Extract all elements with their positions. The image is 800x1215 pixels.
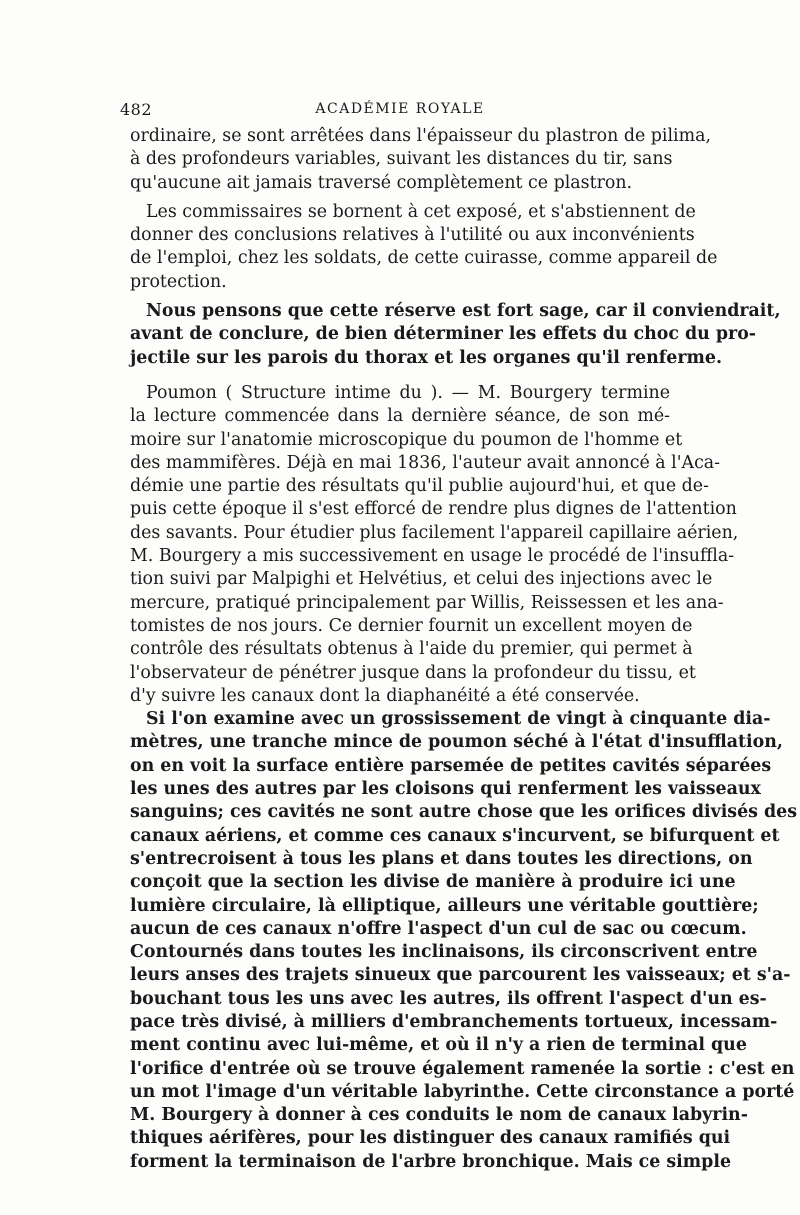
text-line: puis cette époque il s'est efforcé de rendre plus dignes de l'attention: [130, 499, 737, 520]
text-line: leurs anses des trajets sinueux que parcourent les vaisseaux; et s'a-: [130, 965, 791, 986]
text-line: l'observateur de pénétrer jusque dans la profondeur du tissu, et: [130, 662, 696, 683]
text-line: canaux aériens, et comme ces canaux s'incurvent, se bifurquent et: [130, 825, 780, 846]
text-line: contrôle des résultats obtenus à l'aide du premier, qui permet à: [130, 639, 693, 660]
text-line: de l'emploi, chez les soldats, de cette cuirasse, comme appareil de: [130, 248, 718, 269]
page-header: [120, 100, 680, 122]
text-line: tion suivi par Malpighi et Helvétius, et celui des injections avec le: [130, 569, 713, 590]
text-line: sanguins; ces cavités ne sont autre chose que les orifices divisés des: [130, 802, 798, 823]
text-line: Les commissaires se bornent à cet exposé, et s'abstiennent de: [146, 201, 696, 222]
text-line: lumière circulaire, là elliptique, ailleurs une véritable gouttière;: [130, 895, 759, 916]
text-line: qu'aucune ait jamais traversé complètement ce plastron.: [130, 172, 633, 193]
text-line: donner des conclusions relatives à l'utilité ou aux inconvénients: [130, 225, 695, 246]
text-line: démie une partie des résultats qu'il publie aujourd'hui, et que de-: [130, 476, 709, 497]
text-line: jectile sur les parois du thorax et les organes qu'il renferme.: [130, 347, 723, 368]
paragraph-4: [130, 382, 739, 708]
text-line: protection.: [130, 271, 227, 292]
body-text: [130, 125, 798, 1174]
section-heading-line: Poumon ( Structure intime du ). — M. Bourgery termine: [146, 382, 670, 403]
text-line: moire sur l'anatomie microscopique du poumon de l'homme et: [130, 429, 683, 450]
text-line: la lecture commencée dans la dernière séance, de son mé-: [130, 406, 670, 427]
paragraph-3: [130, 300, 781, 370]
paragraph-5: [130, 708, 798, 1174]
text-line: l'orifice d'entrée où se trouve également ramenée la sortie : c'est en: [130, 1058, 795, 1079]
text-line: thiques aérifères, pour les distinguer des canaux ramifiés qui: [130, 1128, 731, 1149]
text-line: à des profondeurs variables, suivant les distances du tir, sans: [130, 149, 673, 170]
paragraph-2: [130, 201, 718, 294]
text-line: forment la terminaison de l'arbre bronchique. Mais ce simple: [130, 1151, 732, 1172]
running-title: ACADÉMIE ROYALE: [315, 101, 485, 117]
text-line: Nous pensons que cette réserve est fort sage, car il conviendrait,: [146, 301, 781, 322]
text-line: mercure, pratiqué principalement par Willis, Reissessen et les ana-: [130, 592, 724, 613]
page-number: 482: [120, 100, 153, 119]
text-line: mètres, une tranche mince de poumon séché à l'état d'insufflation,: [130, 732, 783, 753]
text-line: Si l'on examine avec un grossissement de vingt à cinquante dia-: [146, 709, 771, 730]
text-line: aucun de ces canaux n'offre l'aspect d'un cul de sac ou cœcum.: [130, 918, 747, 939]
text-line: Contournés dans toutes les inclinaisons, ils circonscrivent entre: [130, 942, 758, 963]
text-line: un mot l'image d'un véritable labyrinthe. Cette circonstance a porté: [130, 1081, 795, 1102]
text-line: avant de conclure, de bien déterminer les effets du choc du pro-: [130, 324, 757, 345]
text-line: pace très divisé, à milliers d'embranchements tortueux, incessam-: [130, 1011, 778, 1032]
text-line: M. Bourgery à donner à ces conduits le nom de canaux labyrin-: [130, 1105, 748, 1126]
paragraph-1: [130, 125, 711, 195]
text-line: s'entrecroisent à tous les plans et dans toutes les directions, on: [130, 848, 753, 869]
text-line: les unes des autres par les cloisons qui renferment les vaisseaux: [130, 779, 761, 800]
text-line: des mammifères. Déjà en mai 1836, l'auteur avait annoncé à l'Aca-: [130, 452, 721, 473]
text-line: bouchant tous les uns avec les autres, ils offrent l'aspect d'un es-: [130, 988, 767, 1009]
text-line: M. Bourgery a mis successivement en usage le procédé de l'insuffla-: [130, 546, 735, 567]
text-line: ment continu avec lui-même, et où il n'y a rien de terminal que: [130, 1035, 747, 1056]
text-line: ordinaire, se sont arrêtées dans l'épaisseur du plastron de pilima,: [130, 126, 711, 146]
text-line: d'y suivre les canaux dont la diaphanéité a été conservée.: [130, 685, 640, 706]
text-line: tomistes de nos jours. Ce dernier fournit un excellent moyen de: [130, 615, 693, 636]
text-line: des savants. Pour étudier plus facilement l'appareil capillaire aérien,: [130, 522, 739, 543]
text-line: conçoit que la section les divise de manière à produire ici une: [130, 872, 736, 893]
text-line: on en voit la surface entière parsemée de petites cavités séparées: [130, 755, 772, 776]
